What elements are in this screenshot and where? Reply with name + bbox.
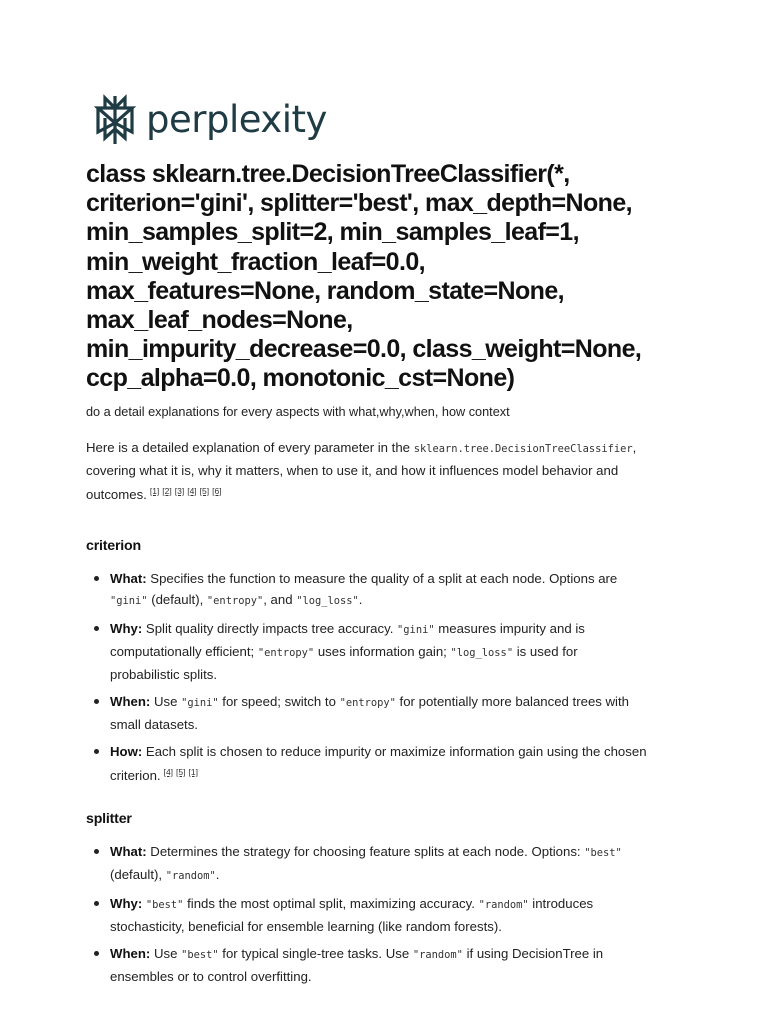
inline-code: "gini" bbox=[110, 595, 148, 607]
title-line: criterion='gini', splitter='best', max_depth=None, bbox=[86, 189, 633, 218]
citation-link[interactable]: [4] bbox=[187, 486, 197, 496]
bullet-text: for speed; switch to bbox=[218, 694, 340, 709]
citation-link[interactable]: [1] bbox=[149, 486, 160, 496]
bullet-text: . bbox=[358, 592, 363, 607]
bullet-text: (default), bbox=[110, 867, 166, 882]
citation-group bbox=[150, 486, 225, 496]
bullet-label: Why: bbox=[110, 896, 143, 911]
user-query: do a detail explanations for every aspects with what,why,when, how context bbox=[86, 405, 510, 419]
inline-code: "entropy" bbox=[339, 697, 396, 709]
inline-code: "entropy" bbox=[206, 595, 264, 607]
bullet-text: computationally efficient; bbox=[110, 644, 258, 659]
citation-link[interactable]: [5] bbox=[199, 486, 210, 496]
inline-code: "log_loss" bbox=[450, 647, 514, 659]
bullet-text: Specifies the function to measure the quality of a split at each node. Options are bbox=[146, 571, 618, 586]
citation-link[interactable]: [6] bbox=[212, 486, 222, 496]
citation-link[interactable]: [1] bbox=[188, 767, 198, 777]
section-heading-splitter: splitter bbox=[86, 811, 132, 827]
bullet-text: for potentially more balanced trees with bbox=[395, 694, 629, 709]
brand-name: perplexity bbox=[146, 98, 327, 141]
bullet-text: ensembles or to control overfitting. bbox=[110, 969, 312, 984]
list-item bbox=[86, 893, 686, 937]
bullet-text: probabilistic splits. bbox=[110, 667, 218, 682]
bullet-text: for typical single-tree tasks. Use bbox=[218, 946, 413, 961]
citation-link[interactable]: [4] bbox=[163, 767, 174, 777]
title-line: ccp_alpha=0.0, monotonic_cst=None) bbox=[86, 364, 515, 393]
intro-text: Here is a detailed explanation of every parameter in the bbox=[86, 440, 414, 455]
list-item bbox=[86, 691, 686, 735]
title-line: min_weight_fraction_leaf=0.0, bbox=[86, 247, 425, 276]
splitter-list bbox=[86, 841, 686, 993]
perplexity-logo-icon bbox=[94, 94, 136, 146]
intro-text: covering what it is, why it matters, when to use it, and how it influences model behavior and bbox=[86, 463, 619, 478]
section-heading-criterion: criterion bbox=[86, 538, 141, 554]
inline-code: "gini" bbox=[181, 697, 219, 709]
bullet-text: uses information gain; bbox=[314, 644, 451, 659]
citation-link[interactable]: [5] bbox=[176, 767, 186, 777]
citation-link[interactable]: [3] bbox=[174, 486, 185, 496]
bullet-text: Use bbox=[150, 946, 182, 961]
citation-link[interactable]: [2] bbox=[162, 486, 172, 496]
list-item bbox=[86, 841, 686, 887]
title-line: max_leaf_nodes=None, bbox=[86, 306, 353, 335]
inline-code: "entropy" bbox=[257, 647, 315, 659]
bullet-text: introduces bbox=[528, 896, 594, 911]
list-item bbox=[86, 741, 686, 786]
intro-paragraph bbox=[86, 437, 686, 505]
list-item bbox=[86, 618, 686, 685]
inline-code: "random" bbox=[412, 949, 463, 961]
bullet-text: measures impurity and is bbox=[434, 621, 585, 636]
bullet-label: How: bbox=[110, 744, 143, 759]
bullet-text: Each split is chosen to reduce impurity or maximize information gain using the chosen bbox=[142, 744, 647, 759]
inline-code: "random" bbox=[165, 870, 216, 882]
intro-text: , bbox=[632, 440, 637, 455]
citation-group bbox=[164, 767, 201, 777]
criterion-list bbox=[86, 568, 686, 792]
bullet-label: When: bbox=[110, 946, 151, 961]
bullet-text: finds the most optimal split, maximizing accuracy. bbox=[183, 896, 479, 911]
intro-text: outcomes. bbox=[86, 487, 147, 502]
title-line: min_impurity_decrease=0.0, class_weight=None, bbox=[86, 335, 642, 364]
inline-code: sklearn.tree.DecisionTreeClassifier bbox=[413, 443, 633, 455]
inline-code: "best" bbox=[181, 949, 219, 961]
title-line: max_features=None, random_state=None, bbox=[86, 276, 564, 305]
bullet-text: is used for bbox=[513, 644, 578, 659]
bullet-text: criterion. bbox=[110, 768, 161, 783]
bullet-label: What: bbox=[110, 571, 147, 586]
bullet-label: Why: bbox=[110, 621, 143, 636]
bullet-text: if using DecisionTree in bbox=[462, 946, 604, 961]
title-line: class sklearn.tree.DecisionTreeClassifier(*, bbox=[86, 160, 570, 188]
inline-code: "log_loss" bbox=[296, 595, 359, 607]
inline-code: "best" bbox=[145, 899, 184, 911]
inline-code: "gini" bbox=[397, 624, 435, 636]
bullet-label: When: bbox=[110, 694, 151, 709]
bullet-text: small datasets. bbox=[110, 717, 198, 732]
bullet-text: Determines the strategy for choosing feature splits at each node. Options: bbox=[146, 844, 585, 859]
bullet-text: stochasticity, beneficial for ensemble learning (like random forests). bbox=[110, 919, 502, 934]
list-item bbox=[86, 568, 686, 612]
bullet-text: , and bbox=[263, 592, 297, 607]
bullet-text: Use bbox=[150, 694, 182, 709]
title-line: min_samples_split=2, min_samples_leaf=1, bbox=[86, 218, 579, 247]
inline-code: "random" bbox=[478, 899, 529, 911]
list-item bbox=[86, 943, 686, 987]
bullet-text: (default), bbox=[147, 592, 207, 607]
bullet-text: . bbox=[215, 867, 220, 882]
page-title bbox=[86, 160, 706, 394]
inline-code: "best" bbox=[584, 847, 622, 859]
bullet-label: What: bbox=[110, 844, 147, 859]
bullet-text: Split quality directly impacts tree accuracy. bbox=[142, 621, 398, 636]
brand-logo bbox=[94, 94, 327, 146]
